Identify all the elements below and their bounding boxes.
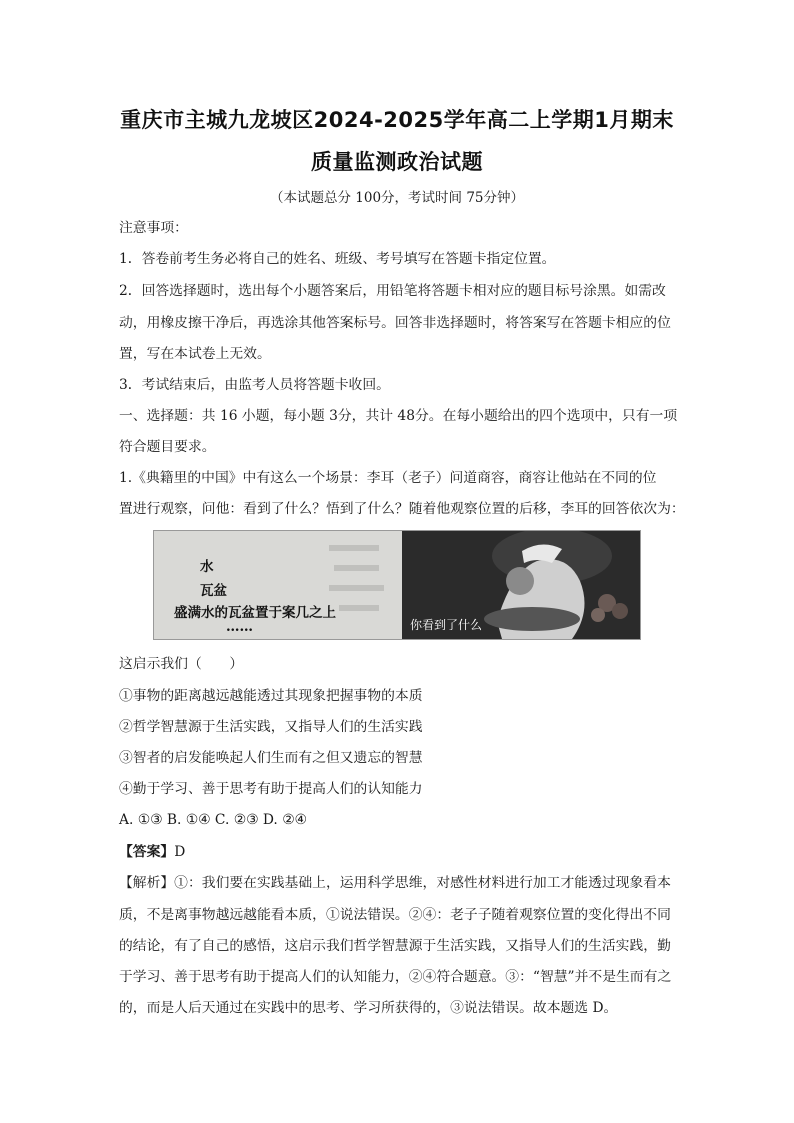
- note-line: 动，用橡皮擦干净后，再选涂其他答案标号。回答非选择题时，将答案写在答题卡相应的位: [119, 315, 671, 331]
- answer-label: 【答案】: [119, 844, 175, 860]
- question-stem: 1.《典籍里的中国》中有这么一个场景：李耳（老子）问道商容，商容让他站在不同的位: [119, 470, 657, 486]
- note-line: 1．答卷前考生务必将自己的姓名、班级、考号填写在答题卡指定位置。: [119, 251, 556, 267]
- page-title-line2: 质量监测政治试题: [311, 150, 483, 174]
- section-heading-cont: 符合题目要求。: [119, 439, 216, 455]
- note-line: 2．回答选择题时，选出每个小题答案后，用铅笔将答题卡相对应的题目标号涂黑。如需改: [119, 283, 666, 299]
- analysis-line: 的，而是人后天通过在实践中的思考、学习所获得的，③说法错误。故本题选 D。: [119, 1000, 618, 1016]
- figure-text-panel: [154, 531, 402, 639]
- answer-options: A. ①③ B. ①④ C. ②③ D. ②④: [119, 812, 307, 828]
- statement-1: ①事物的距离越远越能透过其现象把握事物的本质: [119, 688, 423, 704]
- page-title-line1: 重庆市主城九龙坡区2024-2025学年高二上学期1月期末: [120, 108, 674, 132]
- photo-caption: 你看到了什么: [410, 618, 483, 632]
- figure-text-basin: 瓦盆: [200, 583, 227, 599]
- question-figure: [153, 530, 641, 640]
- figure-text-ellipsis: ……: [226, 619, 253, 635]
- exam-info: （本试题总分 100分，考试时间 75分钟）: [269, 190, 525, 206]
- statement-2: ②哲学智慧源于生活实践，又指导人们的生活实践: [119, 719, 423, 735]
- analysis-line: 【解析】①：我们要在实践基础上，运用科学思维，对感性材料进行加工才能透过现象看本: [119, 875, 671, 891]
- analysis-line: 质，不是离事物越远越能看本质，①说法错误。②④：老子子随着观察位置的变化得出不同: [119, 907, 671, 923]
- analysis-line: 的结论，有了自己的感悟，这启示我们哲学智慧源于生活实践，又指导人们的生活实践，勤: [119, 938, 671, 954]
- question-stem: 置进行观察，问他：看到了什么？悟到了什么？随着他观察位置的后移，李耳的回答依次为：: [119, 501, 685, 517]
- figure-photo: [402, 531, 640, 639]
- section-heading: 一、选择题：共 16 小题，每小题 3分，共计 48分。在每小题给出的四个选项中，只有一项: [119, 408, 678, 424]
- figure-text-water: 水: [200, 559, 214, 575]
- answer-value: D: [174, 844, 186, 860]
- note-line: 置，写在本试卷上无效。: [119, 346, 271, 362]
- statement-4: ④勤于学习、善于思考有助于提高人们的认知能力: [119, 781, 423, 797]
- notes-heading: 注意事项：: [119, 220, 188, 236]
- analysis-line: 于学习、善于思考有助于提高人们的认知能力，②④符合题意。③：“智慧”并不是生而有之: [119, 969, 672, 985]
- statement-3: ③智者的启发能唤起人们生而有之但又遗忘的智慧: [119, 750, 423, 766]
- note-line: 3．考试结束后，由监考人员将答题卡收回。: [119, 377, 390, 393]
- question-prompt: 这启示我们（ ）: [119, 656, 244, 672]
- answer-line: [119, 842, 679, 862]
- figure-text-desc: 盛满水的瓦盆置于案几之上: [174, 605, 336, 621]
